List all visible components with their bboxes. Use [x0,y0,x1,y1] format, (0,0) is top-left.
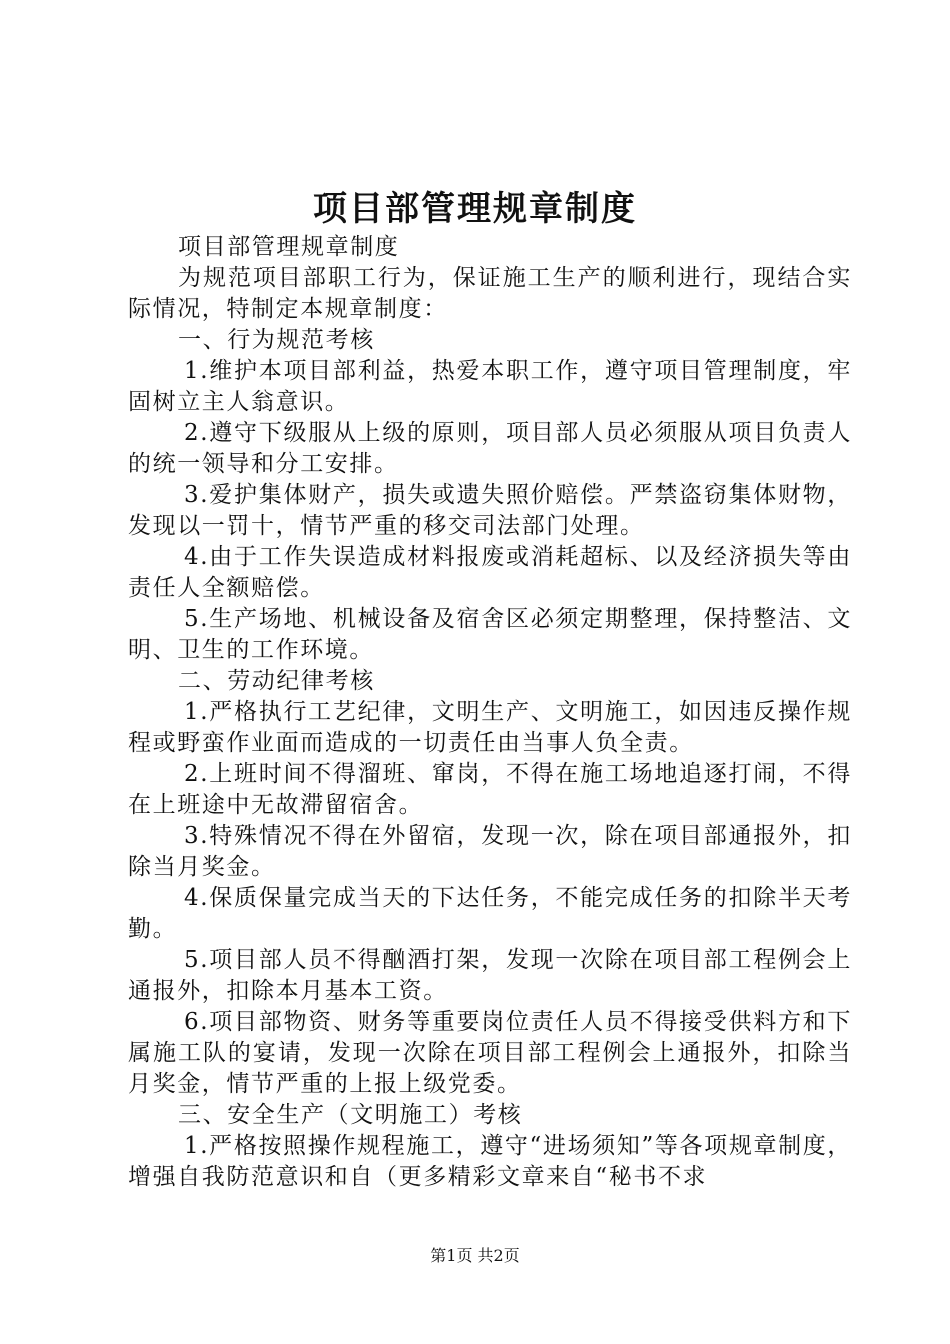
body-paragraph: 为规范项目部职工行为，保证施工生产的顺利进行，现结合实际情况，特制定本规章制度： [128,265,852,322]
numbered-item: 3.特殊情况不得在外留宿，发现一次，除在项目部通报外，扣除当月奖金。 [128,823,852,880]
numbered-item: 2.遵守下级服从上级的原则，项目部人员必须服从项目负责人的统一领导和分工安排。 [128,420,852,477]
body-paragraph: 项目部管理规章制度 [178,234,400,260]
numbered-item: 5.生产场地、机械设备及宿舍区必须定期整理，保持整洁、文明、卫生的工作环境。 [128,606,852,663]
document-body [128,232,852,1193]
section-heading: 二、劳动纪律考核 [178,668,375,694]
document-title: 项目部管理规章制度 [313,189,637,229]
numbered-item: 1.严格执行工艺纪律，文明生产、文明施工，如因违反操作规程或野蛮作业面而造成的一切责任由当事人负全责。 [128,699,852,756]
page-footer: 第1页 共2页 [430,1246,520,1265]
numbered-item: 4.保质保量完成当天的下达任务，不能完成任务的扣除半天考勤。 [128,885,852,942]
numbered-item: 6.项目部物资、财务等重要岗位责任人员不得接受供料方和下属施工队的宴请，发现一次除在项目部工程例会上通报外，扣除当月奖金，情节严重的上报上级党委。 [128,1009,852,1097]
numbered-item: 4.由于工作失误造成材料报废或消耗超标、以及经济损失等由责任人全额赔偿。 [128,544,852,601]
numbered-item: 3.爱护集体财产，损失或遗失照价赔偿。严禁盗窃集体财物，发现以一罚十，情节严重的移交司法部门处理。 [128,482,852,539]
section-heading: 三、安全生产（文明施工）考核 [178,1102,523,1128]
numbered-item: 2.上班时间不得溜班、窜岗，不得在施工场地追逐打闹，不得在上班途中无故滞留宿舍。 [128,761,852,818]
numbered-item: 1.严格按照操作规程施工，遵守“进场须知”等各项规章制度，增强自我防范意识和自（更多精彩文章来自“秘书不求 [128,1133,852,1190]
numbered-item: 5.项目部人员不得酗酒打架，发现一次除在项目部工程例会上通报外，扣除本月基本工资。 [128,947,852,1004]
section-heading: 一、行为规范考核 [178,327,375,353]
numbered-item: 1.维护本项目部利益，热爱本职工作，遵守项目管理制度，牢固树立主人翁意识。 [128,358,852,415]
